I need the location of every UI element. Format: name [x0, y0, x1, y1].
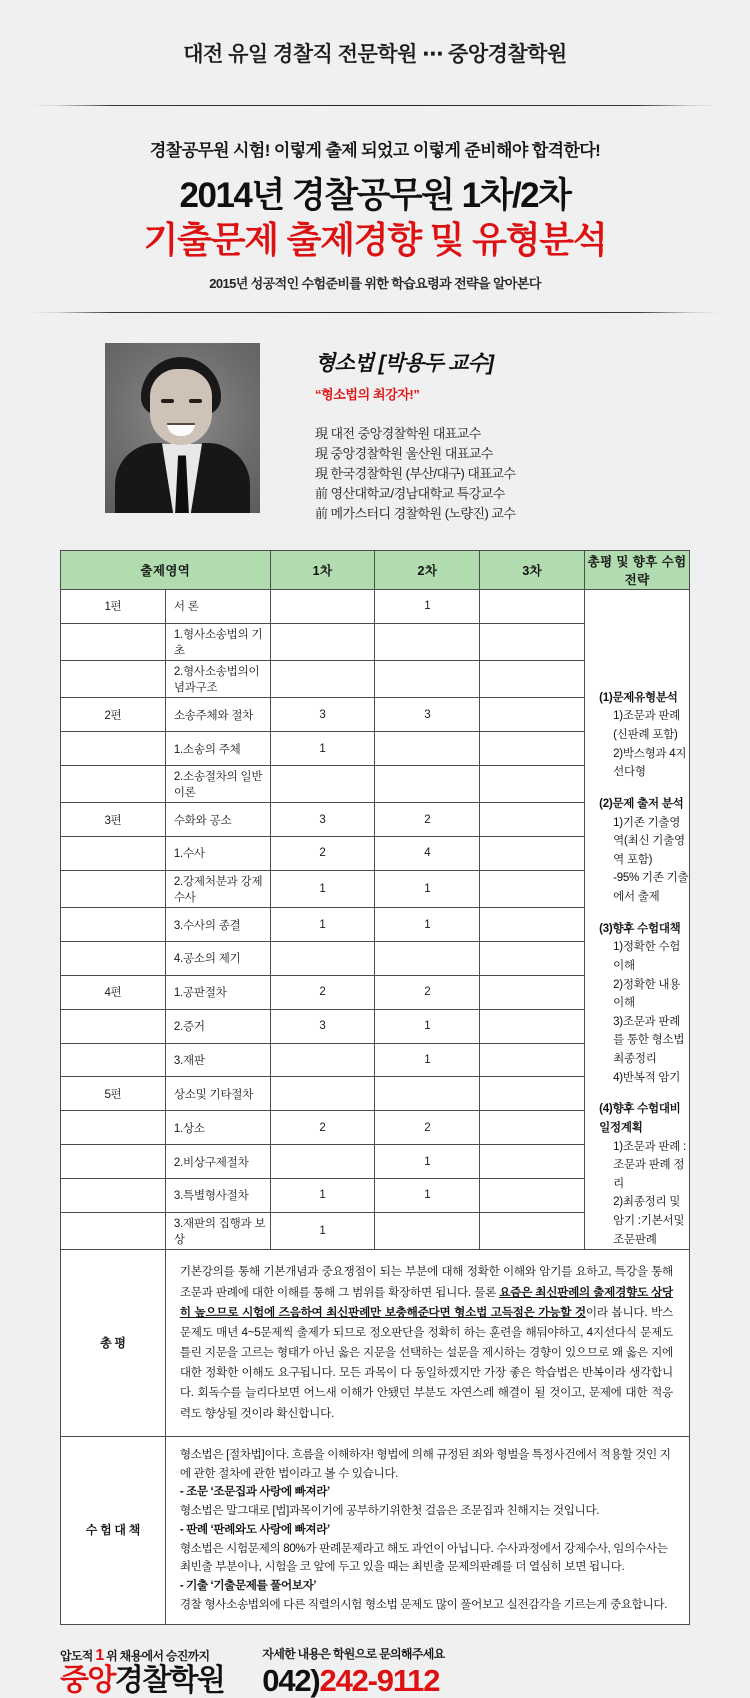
col-header-round3: 3차: [480, 550, 585, 589]
strategy-group-item: 2)정확한 내용이해: [613, 978, 681, 1010]
strategy-group-item: 1)조문과 판례 :조문과 판례 정리: [613, 1140, 686, 1190]
row-part-label: [61, 1111, 166, 1145]
row-topic: 2.비상구제절차: [165, 1145, 270, 1179]
analysis-table: [60, 550, 690, 1625]
row-part-label: [61, 837, 166, 871]
row-topic: 1.공판절차: [165, 975, 270, 1009]
credential-item: 前 메가스터디 경찰학원 (노량진) 교수: [315, 505, 516, 521]
row-round2-count: [375, 765, 480, 802]
strategy-group-item: 2)최종정리 및 암기 :기본서및 조문판례: [613, 1196, 685, 1246]
row-round1-count: [270, 660, 375, 697]
tagline-pre: 압도적: [60, 1648, 96, 1663]
row-round3-count: [480, 698, 585, 732]
strategy-group-item: -95% 기존 기출에서 출제: [613, 872, 689, 904]
row-round1-count: 3: [270, 803, 375, 837]
row-round1-count: 3: [270, 1009, 375, 1043]
row-round3-count: [480, 870, 585, 907]
row-round2-count: 3: [375, 698, 480, 732]
countermeasure-body-1: 형소법은 시험문제의 80%가 판례문제라고 해도 과언이 아닙니다. 수사과정에서 강제수사, 임의수사는 최빈출 부분이나, 시험을 코 앞에 두고 있을 때는 최빈출 문제의판례를 더 열심히 보면 됩니다.: [179, 1541, 668, 1574]
hero-title-line2: 기출문제 출제경향 및 유형분석: [143, 219, 607, 261]
hero-section: [0, 106, 750, 292]
summary-row: [61, 1250, 690, 1436]
row-round2-count: [375, 732, 480, 766]
strategy-group-item: 1)기존 기출영역(최신 기출영역 포함): [613, 816, 685, 866]
row-round1-count: [270, 765, 375, 802]
countermeasure-body-0: 형소법은 말그대로 [법]과목이기에 공부하기위한첫 걸음은 조문집과 친해지는 것입니다.: [179, 1504, 600, 1518]
row-round2-count: [375, 1077, 480, 1111]
countermeasure-head-2: - 기출 ‘기출문제를 풀어보자’: [179, 1579, 317, 1593]
row-part-label: [61, 1009, 166, 1043]
row-part-label: 2편: [61, 698, 166, 732]
professor-section: [30, 343, 720, 523]
row-round1-count: [270, 942, 375, 976]
row-part-label: [61, 1043, 166, 1077]
row-round2-count: [375, 942, 480, 976]
countermeasure-row: [61, 1436, 690, 1624]
footer-brand-tagline: [60, 1647, 224, 1665]
row-part-label: 1편: [61, 589, 166, 623]
countermeasure-body-2: 경찰 형사소송법외에 다른 직렬의시험 형소법 문제도 많이 풀어보고 실전감각을 기르는게 중요합니다.: [179, 1597, 668, 1611]
row-round1-count: 1: [270, 1179, 375, 1213]
row-topic: 1.형사소송법의 기초: [165, 623, 270, 660]
countermeasure-text: [165, 1436, 689, 1624]
row-round1-count: 1: [270, 1212, 375, 1249]
brand-name-red: 중앙: [60, 1663, 115, 1697]
row-topic: 2.형사소송법의이념과구조: [165, 660, 270, 697]
row-round2-count: 2: [375, 1111, 480, 1145]
summary-part1: 기본강의를 통해 기본개념과 중요쟁점이 되는 부분에 대해 정확한 이해와 암기를 요하고, 특강을 통해 조문과 판례에 대한 이해를 통해 그 범위를 확장하면 됩니다. 물론: [179, 1265, 673, 1299]
tagline-rank: 1: [95, 1646, 104, 1664]
col-header-subject: 출제영역: [61, 550, 271, 589]
row-round2-count: 2: [375, 803, 480, 837]
strategy-group-head: (4)향후 수험대비 일정계획: [599, 1103, 681, 1134]
col-header-round2: 2차: [375, 550, 480, 589]
row-round2-count: 1: [375, 1179, 480, 1213]
brand-name-black: 경찰학원: [114, 1663, 225, 1697]
row-round3-count: [480, 975, 585, 1009]
summary-label: 총 평: [61, 1250, 166, 1436]
tagline-post: 위 채용에서 승진까지: [103, 1648, 210, 1663]
strategy-group-item: 1)정확한 수험이해: [613, 941, 681, 972]
row-part-label: [61, 623, 166, 660]
row-round2-count: 1: [375, 1043, 480, 1077]
strategy-group-item: 4)반복적 암기: [613, 1071, 681, 1084]
row-part-label: [61, 732, 166, 766]
row-round3-count: [480, 1179, 585, 1213]
row-round3-count: [480, 1043, 585, 1077]
row-round1-count: [270, 1043, 375, 1077]
row-topic: 3.수사의 종결: [165, 908, 270, 942]
phone-prefix: 042): [262, 1662, 320, 1698]
row-part-label: [61, 1145, 166, 1179]
row-part-label: 3편: [61, 803, 166, 837]
row-topic: 수화와 공소: [165, 803, 270, 837]
professor-name: 형소법 [박용두 교수]: [315, 352, 494, 376]
row-round3-count: [480, 623, 585, 660]
row-round3-count: [480, 837, 585, 871]
row-part-label: 4편: [61, 975, 166, 1009]
row-round3-count: [480, 1009, 585, 1043]
row-topic: 상소및 기타절차: [165, 1077, 270, 1111]
phone-digits: 242-9112: [319, 1662, 440, 1698]
countermeasure-label: 수 험 대 책: [61, 1436, 166, 1624]
credential-item: 現 대전 중앙경찰학원 대표교수: [315, 426, 481, 442]
row-round1-count: 3: [270, 698, 375, 732]
row-round2-count: 1: [375, 1009, 480, 1043]
credential-item: 現 한국경찰학원 (부산/대구) 대표교수: [315, 466, 516, 482]
header-title: 대전 유일 경찰직 전문학원 ⋯ 중앙경찰학원: [183, 42, 567, 66]
footer-brand-name: [60, 1663, 225, 1697]
row-round3-count: [480, 908, 585, 942]
row-round1-count: [270, 1077, 375, 1111]
table-row: [61, 589, 690, 623]
row-part-label: [61, 942, 166, 976]
row-round1-count: 1: [270, 732, 375, 766]
row-round2-count: [375, 1212, 480, 1249]
row-part-label: [61, 870, 166, 907]
row-round2-count: [375, 660, 480, 697]
row-topic: 1.소송의 주체: [165, 732, 270, 766]
row-round2-count: 1: [375, 1145, 480, 1179]
strategy-content: [585, 590, 689, 1250]
row-round3-count: [480, 732, 585, 766]
row-round3-count: [480, 1212, 585, 1249]
row-round3-count: [480, 660, 585, 697]
row-part-label: [61, 660, 166, 697]
row-round1-count: [270, 1145, 375, 1179]
summary-part2: 이라 봅니다. 박스문제도 매년 4~5문제씩 출제가 되므로 정오판단을 정확히 하는 훈련을 해둬야하고, 4지선다식 문제도 틀린 지문을 고르는 형태가 아닌 옳은 지문을 선택하는 설문을 제시하는 경향이 있으므로 왜 옳은 지에 대한 정확한 이해도 요구됩니다. 모든 과목이 다 동일하겠지만 가장 좋은 학습법은 반복이라 생각합니다. 회독수를 늘리다보면 어느새 이해가 안됐던 부분도 자연스레 해결이 될 것이고, 문제에 대한 적응력도 향상될 것이라 확신합니다.: [179, 1305, 673, 1420]
row-round2-count: 4: [375, 837, 480, 871]
row-topic: 2.소송절차의 일반 이론: [165, 765, 270, 802]
row-topic: 4.공소의 제기: [165, 942, 270, 976]
footer-contact-note: 자세한 내용은 학원으로 문의해주세요: [262, 1646, 445, 1661]
row-topic: 서 론: [165, 589, 270, 623]
countermeasure-head-0: - 조문 ‘조문집과 사랑에 빠져라’: [179, 1485, 330, 1499]
hero-title-line1: 2014년 경찰공무원 1차/2차: [179, 176, 571, 215]
table-header-row: [61, 550, 690, 589]
row-part-label: 5편: [61, 1077, 166, 1111]
analysis-table-wrap: [60, 550, 690, 1625]
professor-info: [315, 343, 515, 523]
hero-kicker: 경찰공무원 시험! 이렇게 출제 되었고 이렇게 준비해야 합격한다!: [149, 141, 601, 160]
summary-emphasis: 요즘은 최신판례의 출제경향도 상당히 높으므로 시험에 즈음하여 최신판례만 보충해준다면 형소법 고득점은 가능할 것: [179, 1285, 673, 1319]
credential-item: 現 중앙경찰학원 울산원 대표교수: [315, 446, 493, 462]
professor-photo: [105, 343, 260, 513]
countermeasure-head-1: - 판례 ‘판례와도 사랑에 빠져라’: [179, 1522, 330, 1536]
row-topic: 3.재판: [165, 1043, 270, 1077]
row-part-label: [61, 765, 166, 802]
row-topic: 1.상소: [165, 1111, 270, 1145]
row-round2-count: 1: [375, 870, 480, 907]
professor-quote: “형소법의 최강자!”: [315, 387, 420, 403]
row-round3-count: [480, 803, 585, 837]
hero-subtitle: 2015년 성공적인 수험준비를 위한 학습요령과 전략을 알아본다: [209, 276, 541, 292]
row-topic: 소송주체와 절차: [165, 698, 270, 732]
row-topic: 2.증거: [165, 1009, 270, 1043]
row-round2-count: 2: [375, 975, 480, 1009]
row-part-label: [61, 908, 166, 942]
row-round1-count: 2: [270, 975, 375, 1009]
footer-contact: [262, 1645, 444, 1696]
row-round3-count: [480, 765, 585, 802]
row-part-label: [61, 1179, 166, 1213]
footer-phone-number[interactable]: [262, 1662, 444, 1698]
row-round2-count: 1: [375, 908, 480, 942]
strategy-group-head: (3)향후 수험대책: [599, 922, 681, 935]
strategy-group-item: 1)조문과 판례(신판례 포함): [613, 710, 681, 742]
row-topic: 1.수사: [165, 837, 270, 871]
row-topic: 3.특별형사절차: [165, 1179, 270, 1213]
summary-text: [165, 1250, 689, 1436]
credential-item: 前 영산대학교/경남대학교 특강교수: [315, 486, 505, 502]
strategy-group-item: 2)박스형과 4지선다형: [613, 747, 687, 779]
strategy-group-item: 3)조문과 판례를 통한 형소법 최종정리: [613, 1015, 685, 1066]
row-round3-count: [480, 942, 585, 976]
footer-brand: [60, 1647, 224, 1696]
row-round1-count: 2: [270, 1111, 375, 1145]
strategy-group-head: (1)문제유형분석: [599, 691, 678, 704]
row-round3-count: [480, 1145, 585, 1179]
row-part-label: [61, 1212, 166, 1249]
row-round3-count: [480, 1111, 585, 1145]
header-divider-bottom: [30, 312, 720, 313]
countermeasure-intro: 형소법은 [절차법]이다. 흐름을 이해하자! 형법에 의해 규정된 죄와 형벌을 특정사건에서 적용할 것인 지에 관한 절차에 관한 법이라고 볼 수 있습니다.: [179, 1447, 671, 1480]
row-round1-count: 1: [270, 908, 375, 942]
page-footer: [30, 1645, 720, 1696]
strategy-group-head: (2)문제 출저 분석: [599, 797, 684, 810]
row-topic: 2.강제처분과 강제수사: [165, 870, 270, 907]
col-header-strategy: 총평 및 향후 수험전략: [585, 550, 690, 589]
row-round1-count: [270, 589, 375, 623]
row-round3-count: [480, 1077, 585, 1111]
row-round1-count: 1: [270, 870, 375, 907]
row-topic: 3.재판의 집행과 보상: [165, 1212, 270, 1249]
col-header-round1: 1차: [270, 550, 375, 589]
row-round2-count: 1: [375, 589, 480, 623]
row-round3-count: [480, 589, 585, 623]
page-header: [0, 0, 750, 105]
professor-credentials: [315, 424, 515, 523]
row-round1-count: [270, 623, 375, 660]
row-round2-count: [375, 623, 480, 660]
strategy-cell: [585, 589, 690, 1250]
row-round1-count: 2: [270, 837, 375, 871]
